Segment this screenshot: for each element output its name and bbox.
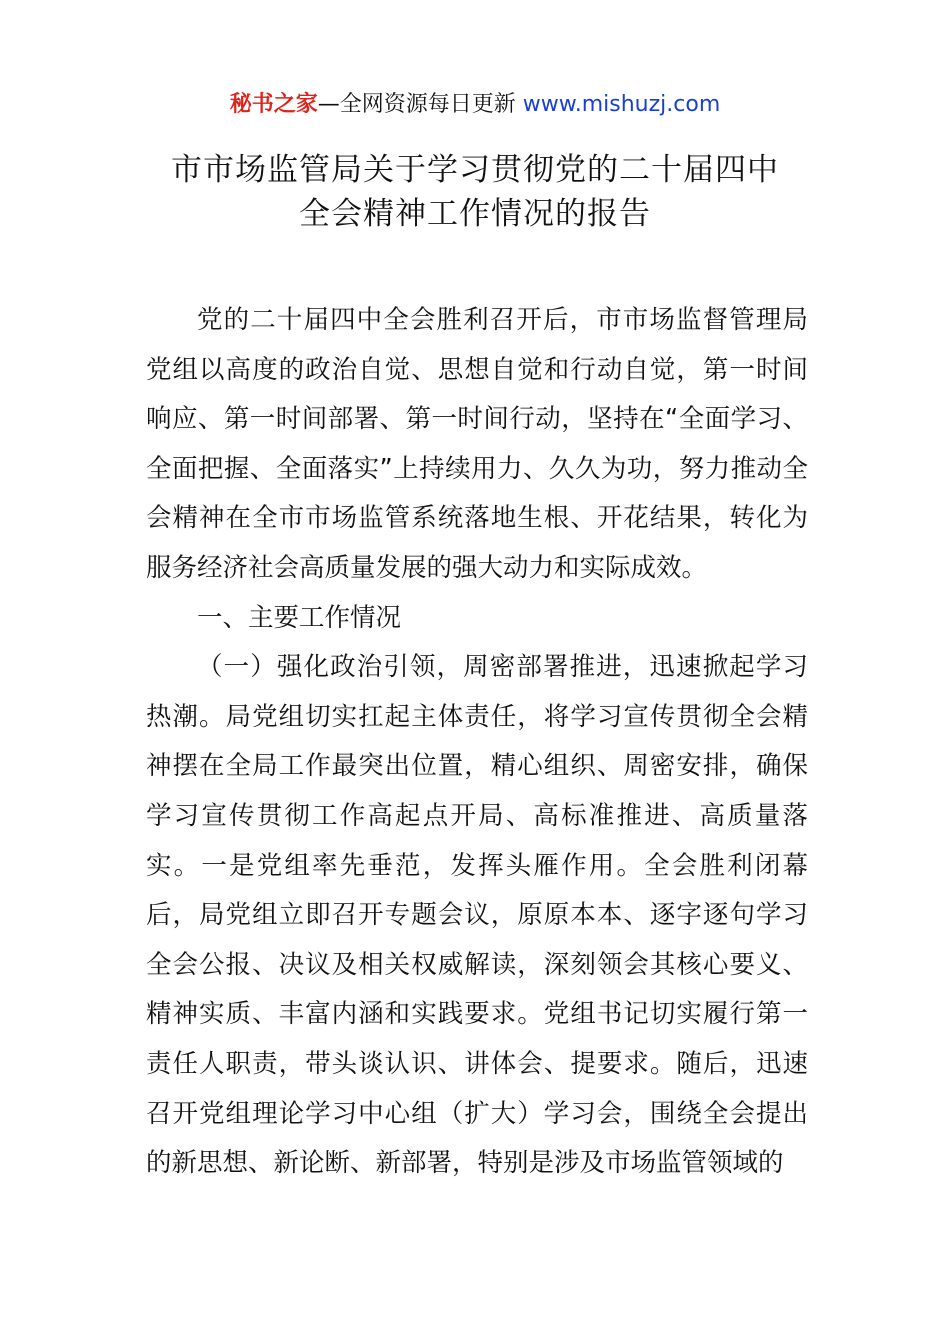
site-name: 秘书之家	[229, 92, 318, 117]
body-paragraph-intro: 党的二十届四中全会胜利召开后，市市场监督管理局党组以高度的政治自觉、思想自觉和行动自觉，第一时间响应、第一时间部署、第一时间行动，坚持在“全面学习、全面把握、全面落实”上持续用力、久久为功，努力推动全会精神在全市市场监管系统落地生根、开花结果，转化为服务经济社会高质量发展的强大动力和实际成效。	[146, 305, 808, 583]
document-body	[146, 296, 808, 1189]
site-url-link[interactable]: www.mishuzj.com	[522, 92, 721, 117]
section-heading-main-work: 一、主要工作情况	[197, 602, 402, 633]
site-header	[0, 88, 950, 122]
document-title-line-2: 全会精神工作情况的报告	[299, 196, 651, 232]
document-title-line-1: 市市场监管局关于学习贯彻党的二十届四中	[171, 152, 779, 188]
site-slogan: —全网资源每日更新	[317, 92, 516, 117]
document-title	[0, 148, 950, 236]
body-paragraph-political-leadership: （一）强化政治引领，周密部署推进，迅速掀起学习热潮。局党组切实扛起主体责任，将学习宣传贯彻全会精神摆在全局工作最突出位置，精心组织、周密安排，确保学习宣传贯彻工作高起点开局、高标准推进、高质量落实。一是党组率先垂范，发挥头雁作用。全会胜利闭幕后，局党组立即召开专题会议，原原本本、逐字逐句学习全会公报、决议及相关权威解读，深刻领会其核心要义、精神实质、丰富内涵和实践要求。党组书记切实履行第一责任人职责，带头谈认识、讲体会、提要求。随后，迅速召开党组理论学习中心组（扩大）学习会，围绕全会提出的新思想、新论断、新部署，特别是涉及市场监管领域的	[146, 652, 808, 1179]
